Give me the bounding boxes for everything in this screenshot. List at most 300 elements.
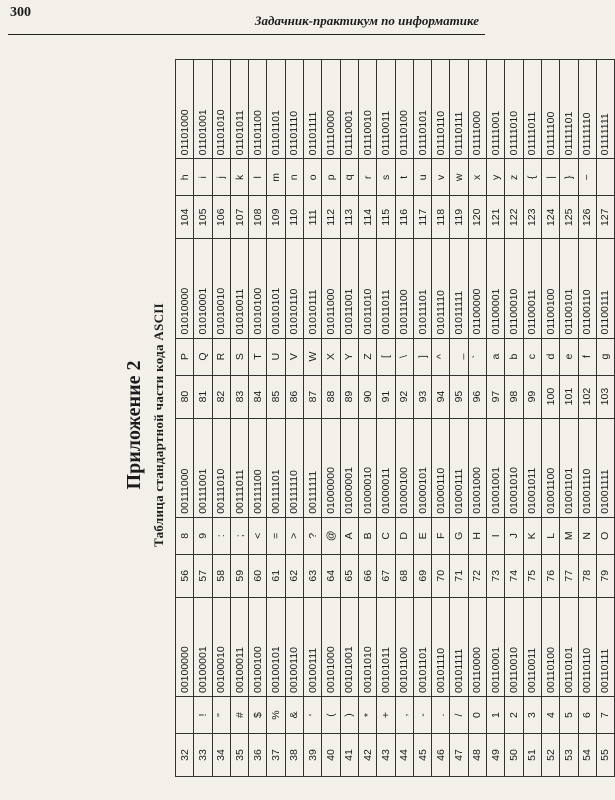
table-cell: ? [304, 517, 322, 554]
table-cell: . [432, 697, 450, 734]
table-cell: b [505, 338, 523, 375]
table-cell: 01011101 [413, 239, 431, 338]
table-cell: 77 [560, 554, 578, 597]
table-cell: 110 [285, 196, 303, 239]
table-row [395, 60, 413, 777]
table-cell: a [487, 338, 505, 375]
table-cell: 122 [505, 196, 523, 239]
table-row [468, 60, 486, 777]
table-cell: 114 [358, 196, 376, 239]
table-cell: 01000010 [358, 418, 376, 517]
table-cell: u [413, 159, 431, 196]
table-row [212, 60, 230, 777]
table-cell: 00100100 [249, 597, 267, 696]
table-cell: 78 [578, 554, 596, 597]
table-cell: 01101001 [194, 60, 212, 159]
table-cell: 5 [560, 697, 578, 734]
table-cell: 127 [596, 196, 614, 239]
table-cell: 01000101 [413, 418, 431, 517]
table-cell: 52 [541, 734, 559, 777]
table-cell: p [322, 159, 340, 196]
table-cell: 01001111 [596, 418, 614, 517]
ascii-table [175, 59, 615, 777]
table-row [340, 60, 358, 777]
table-cell: 9 [194, 517, 212, 554]
table-cell: 00100000 [176, 597, 194, 696]
table-cell: 01111010 [505, 60, 523, 159]
table-cell: 01100011 [523, 239, 541, 338]
table-cell: 101 [560, 375, 578, 418]
table-cell: 01110101 [413, 60, 431, 159]
table-cell: 01010001 [194, 239, 212, 338]
table-cell: 01011000 [322, 239, 340, 338]
table-cell: 45 [413, 734, 431, 777]
table-cell: # [230, 697, 248, 734]
table-cell: 51 [523, 734, 541, 777]
table-cell: 01010100 [249, 239, 267, 338]
table-cell: 124 [541, 196, 559, 239]
table-cell: F [432, 517, 450, 554]
table-row [432, 60, 450, 777]
table-cell: 0 [468, 697, 486, 734]
table-cell: x [468, 159, 486, 196]
table-cell: V [285, 338, 303, 375]
table-cell: 93 [413, 375, 431, 418]
table-cell: 99 [523, 375, 541, 418]
table-cell: / [450, 697, 468, 734]
table-cell: 123 [523, 196, 541, 239]
table-cell: ! [194, 697, 212, 734]
table-cell: 84 [249, 375, 267, 418]
table-cell: X [322, 338, 340, 375]
table-cell: " [212, 697, 230, 734]
table-cell: 01000011 [377, 418, 395, 517]
table-cell: 01100111 [596, 239, 614, 338]
table-cell: 00100101 [267, 597, 285, 696]
table-cell: 01011011 [377, 239, 395, 338]
table-cell: Y [340, 338, 358, 375]
table-cell: 74 [505, 554, 523, 597]
table-cell: e [560, 338, 578, 375]
table-cell: 00100110 [285, 597, 303, 696]
table-cell: | [541, 159, 559, 196]
table-cell: y [487, 159, 505, 196]
header-rule [8, 34, 485, 35]
table-cell: 01101111 [304, 60, 322, 159]
table-row [322, 60, 340, 777]
table-row [541, 60, 559, 777]
table-cell: 01001101 [560, 418, 578, 517]
table-row [505, 60, 523, 777]
table-cell: 01000100 [395, 418, 413, 517]
table-cell: 80 [176, 375, 194, 418]
table-cell: Z [358, 338, 376, 375]
table-row [487, 60, 505, 777]
table-cell: ~ [578, 159, 596, 196]
table-cell: 01010111 [304, 239, 322, 338]
table-cell: 113 [340, 196, 358, 239]
table-cell: G [450, 517, 468, 554]
table-cell: i [194, 159, 212, 196]
table-cell: 43 [377, 734, 395, 777]
table-cell: - [413, 697, 431, 734]
table-cell: 87 [304, 375, 322, 418]
table-cell: g [596, 338, 614, 375]
table-cell: 01001011 [523, 418, 541, 517]
table-cell: < [249, 517, 267, 554]
table-cell: ` [468, 338, 486, 375]
table-cell: 00111100 [249, 418, 267, 517]
table-cell: A [340, 517, 358, 554]
table-cell: 70 [432, 554, 450, 597]
table-cell: [ [377, 338, 395, 375]
table-cell: 00100111 [304, 597, 322, 696]
table-title: Таблица стандартной части кода ASCII [151, 302, 166, 548]
table-cell: 36 [249, 734, 267, 777]
table-cell: 01110100 [395, 60, 413, 159]
table-cell: 56 [176, 554, 194, 597]
table-cell: 01000001 [340, 418, 358, 517]
table-cell: 01101000 [176, 60, 194, 159]
table-cell: ' [304, 697, 322, 734]
table-row [596, 60, 614, 777]
table-cell: O [596, 517, 614, 554]
table-cell: } [560, 159, 578, 196]
table-cell: 01010000 [176, 239, 194, 338]
table-cell: 96 [468, 375, 486, 418]
table-cell: 01000111 [450, 418, 468, 517]
table-cell: 01101010 [212, 60, 230, 159]
table-cell: 00111001 [194, 418, 212, 517]
table-cell: j [212, 159, 230, 196]
table-cell: 65 [340, 554, 358, 597]
table-cell: { [523, 159, 541, 196]
table-cell: 01001100 [541, 418, 559, 517]
table-cell: 108 [249, 196, 267, 239]
table-cell: I [487, 517, 505, 554]
table-cell: d [541, 338, 559, 375]
table-cell: 00110001 [487, 597, 505, 696]
table-cell: 42 [358, 734, 376, 777]
table-cell: 00110101 [560, 597, 578, 696]
table-cell: = [267, 517, 285, 554]
table-cell: 01010101 [267, 239, 285, 338]
table-cell: 00100011 [230, 597, 248, 696]
table-cell: w [450, 159, 468, 196]
table-cell: 40 [322, 734, 340, 777]
table-cell: M [560, 517, 578, 554]
table-cell: 71 [450, 554, 468, 597]
table-cell: 01111100 [541, 60, 559, 159]
table-cell: 01100110 [578, 239, 596, 338]
table-row [377, 60, 395, 777]
table-cell: 46 [432, 734, 450, 777]
table-cell: 109 [267, 196, 285, 239]
table-cell: 55 [596, 734, 614, 777]
table-cell: 01110110 [432, 60, 450, 159]
table-cell [176, 697, 194, 734]
table-cell: 64 [322, 554, 340, 597]
table-cell: 01000110 [432, 418, 450, 517]
table-cell: 00110011 [523, 597, 541, 696]
appendix-title: Приложение 2 [123, 360, 145, 490]
table-cell: z [505, 159, 523, 196]
table-cell: 79 [596, 554, 614, 597]
table-cell: 100 [541, 375, 559, 418]
table-cell: 33 [194, 734, 212, 777]
table-cell: 125 [560, 196, 578, 239]
table-cell: 01100101 [560, 239, 578, 338]
table-cell: 1 [487, 697, 505, 734]
table-cell: 81 [194, 375, 212, 418]
table-cell: 01110010 [358, 60, 376, 159]
table-cell: 105 [194, 196, 212, 239]
table-cell: 92 [395, 375, 413, 418]
table-cell: 00111011 [230, 418, 248, 517]
table-cell: 01010011 [230, 239, 248, 338]
table-cell: m [267, 159, 285, 196]
table-row [176, 60, 194, 777]
table-cell: 98 [505, 375, 523, 418]
table-cell: 54 [578, 734, 596, 777]
table-cell: 34 [212, 734, 230, 777]
table-cell: 73 [487, 554, 505, 597]
table-cell: 01111011 [523, 60, 541, 159]
table-cell: 01011111 [450, 239, 468, 338]
table-cell: 01100001 [487, 239, 505, 338]
table-cell: T [249, 338, 267, 375]
table-cell: Q [194, 338, 212, 375]
table-cell: 82 [212, 375, 230, 418]
table-cell: 89 [340, 375, 358, 418]
table-cell: 00101111 [450, 597, 468, 696]
table-row [358, 60, 376, 777]
table-cell: 120 [468, 196, 486, 239]
table-cell: 7 [596, 697, 614, 734]
table-cell: 00110100 [541, 597, 559, 696]
table-cell: 75 [523, 554, 541, 597]
table-cell: 01101100 [249, 60, 267, 159]
table-cell: 48 [468, 734, 486, 777]
table-cell: * [358, 697, 376, 734]
table-cell: ] [413, 338, 431, 375]
table-cell: k [230, 159, 248, 196]
table-cell: 39 [304, 734, 322, 777]
table-cell: K [523, 517, 541, 554]
table-cell: @ [322, 517, 340, 554]
table-cell: R [212, 338, 230, 375]
table-cell: 94 [432, 375, 450, 418]
table-cell: 68 [395, 554, 413, 597]
table-cell: : [212, 517, 230, 554]
table-cell: 01110000 [322, 60, 340, 159]
table-cell: 01010110 [285, 239, 303, 338]
table-cell: 58 [212, 554, 230, 597]
table-cell: 63 [304, 554, 322, 597]
table-cell: 00111010 [212, 418, 230, 517]
table-cell: 01011001 [340, 239, 358, 338]
table-cell: 97 [487, 375, 505, 418]
table-cell: 01111001 [487, 60, 505, 159]
table-cell: 85 [267, 375, 285, 418]
table-row [249, 60, 267, 777]
table-cell: 2 [505, 697, 523, 734]
table-cell: E [413, 517, 431, 554]
table-cell: , [395, 697, 413, 734]
table-cell: 41 [340, 734, 358, 777]
table-cell: 01100000 [468, 239, 486, 338]
table-cell: 01111111 [596, 60, 614, 159]
table-cell: 37 [267, 734, 285, 777]
table-cell: 00101010 [358, 597, 376, 696]
table-cell: C [377, 517, 395, 554]
table-row [194, 60, 212, 777]
table-cell: \ [395, 338, 413, 375]
table-cell: 01010010 [212, 239, 230, 338]
table-cell: 01011100 [395, 239, 413, 338]
table-cell: 66 [358, 554, 376, 597]
table-cell: 118 [432, 196, 450, 239]
table-cell: q [340, 159, 358, 196]
table-cell: 62 [285, 554, 303, 597]
table-cell: 50 [505, 734, 523, 777]
table-cell: 01110111 [450, 60, 468, 159]
table-cell: 111 [304, 196, 322, 239]
table-cell: 49 [487, 734, 505, 777]
table-cell: 01001001 [487, 418, 505, 517]
table-cell: o [304, 159, 322, 196]
table-cell: 01001110 [578, 418, 596, 517]
table-cell: + [377, 697, 395, 734]
table-cell: 116 [395, 196, 413, 239]
table-cell: > [285, 517, 303, 554]
table-cell: 01111110 [578, 60, 596, 159]
table-cell: 00111110 [285, 418, 303, 517]
table-row [560, 60, 578, 777]
table-row [230, 60, 248, 777]
table-cell: 01110011 [377, 60, 395, 159]
table-cell: 00101011 [377, 597, 395, 696]
table-cell: 119 [450, 196, 468, 239]
table-cell: 01101101 [267, 60, 285, 159]
table-row [413, 60, 431, 777]
table-cell: 00100010 [212, 597, 230, 696]
table-cell: L [541, 517, 559, 554]
table-cell: 69 [413, 554, 431, 597]
table-cell: c [523, 338, 541, 375]
table-row [304, 60, 322, 777]
table-cell: 01100100 [541, 239, 559, 338]
table-row [578, 60, 596, 777]
table-cell: 72 [468, 554, 486, 597]
table-cell: _ [450, 338, 468, 375]
table-cell: 01111101 [560, 60, 578, 159]
table-cell: 01110001 [340, 60, 358, 159]
table-cell: 00101001 [340, 597, 358, 696]
table-cell: 44 [395, 734, 413, 777]
table-cell: 01011110 [432, 239, 450, 338]
table-cell: 126 [578, 196, 596, 239]
table-cell: 00100001 [194, 597, 212, 696]
table-cell: 3 [523, 697, 541, 734]
table-cell: W [304, 338, 322, 375]
table-cell [596, 159, 614, 196]
table-cell: 01101110 [285, 60, 303, 159]
table-cell: 117 [413, 196, 431, 239]
table-cell: 00101101 [413, 597, 431, 696]
table-cell: 103 [596, 375, 614, 418]
table-cell: 01001010 [505, 418, 523, 517]
table-cell: h [176, 159, 194, 196]
table-cell: 121 [487, 196, 505, 239]
table-cell: $ [249, 697, 267, 734]
table-cell: 8 [176, 517, 194, 554]
table-cell: ( [322, 697, 340, 734]
table-cell: 95 [450, 375, 468, 418]
table-cell: 01011010 [358, 239, 376, 338]
table-cell: J [505, 517, 523, 554]
table-cell: 00110000 [468, 597, 486, 696]
table-cell: 90 [358, 375, 376, 418]
table-cell: N [578, 517, 596, 554]
table-cell: 107 [230, 196, 248, 239]
table-cell: 102 [578, 375, 596, 418]
table-cell: 88 [322, 375, 340, 418]
table-cell: t [395, 159, 413, 196]
page-header [0, 0, 493, 34]
table-cell: B [358, 517, 376, 554]
table-cell: 01100010 [505, 239, 523, 338]
table-cell: 83 [230, 375, 248, 418]
table-cell: 67 [377, 554, 395, 597]
table-cell: n [285, 159, 303, 196]
table-cell: 4 [541, 697, 559, 734]
table-cell: S [230, 338, 248, 375]
table-cell: 76 [541, 554, 559, 597]
table-cell: & [285, 697, 303, 734]
table-cell: 00111000 [176, 418, 194, 517]
table-cell: 53 [560, 734, 578, 777]
table-cell: f [578, 338, 596, 375]
table-cell: 59 [230, 554, 248, 597]
table-row [267, 60, 285, 777]
table-cell: 6 [578, 697, 596, 734]
table-cell: P [176, 338, 194, 375]
table-row [450, 60, 468, 777]
table-cell: v [432, 159, 450, 196]
table-cell: 35 [230, 734, 248, 777]
table-cell: 47 [450, 734, 468, 777]
table-cell: % [267, 697, 285, 734]
table-cell: 00101100 [395, 597, 413, 696]
table-cell: 00101000 [322, 597, 340, 696]
table-cell: 86 [285, 375, 303, 418]
table-cell: 91 [377, 375, 395, 418]
table-cell: 01001000 [468, 418, 486, 517]
table-cell: r [358, 159, 376, 196]
table-cell: 32 [176, 734, 194, 777]
running-title: Задачник-практикум по информатике [254, 13, 479, 28]
table-cell: 00111101 [267, 418, 285, 517]
table-cell: 00110110 [578, 597, 596, 696]
rotated-page-content [121, 55, 612, 795]
table-cell: 104 [176, 196, 194, 239]
table-cell: 112 [322, 196, 340, 239]
table-cell: 106 [212, 196, 230, 239]
table-cell: 01000000 [322, 418, 340, 517]
table-cell: ; [230, 517, 248, 554]
table-row [285, 60, 303, 777]
